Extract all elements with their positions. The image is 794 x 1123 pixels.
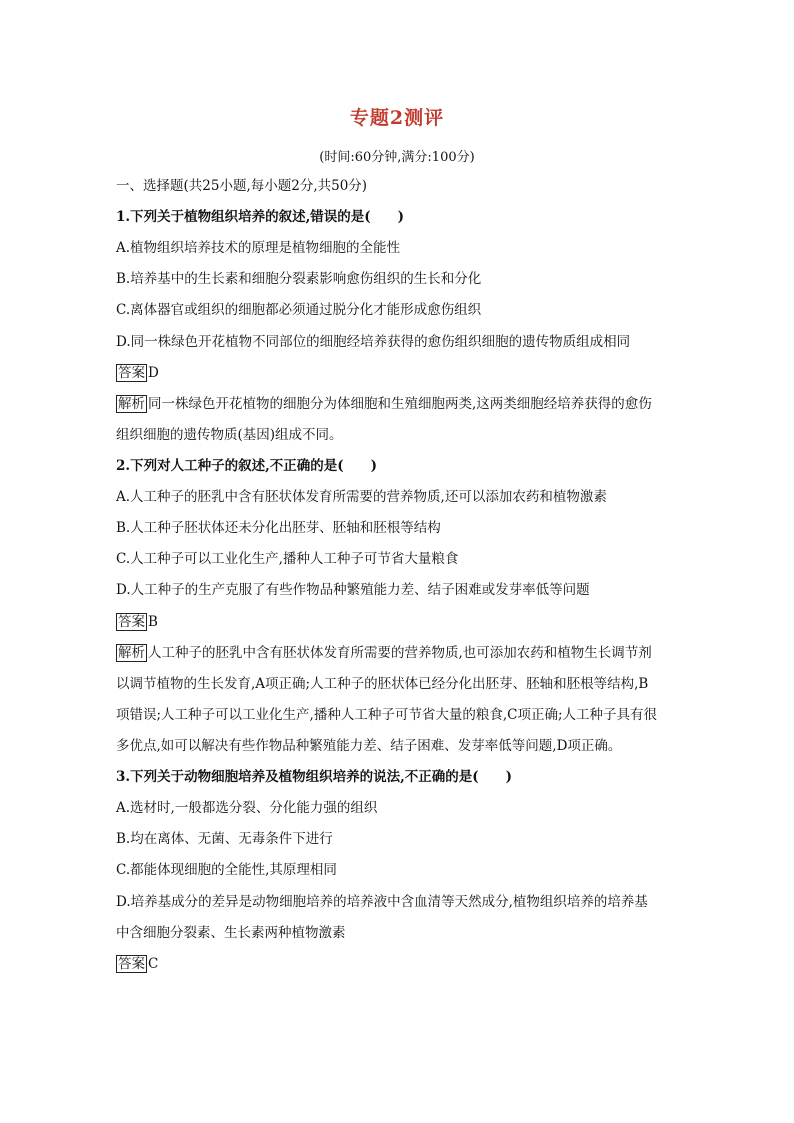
question-1-analysis-line-2: 组织细胞的遗传物质(基因)组成不同。 [116, 427, 343, 443]
question-3-answer [116, 954, 158, 974]
question-1-answer [116, 363, 159, 383]
question-1-option-b: B.培养基中的生长素和细胞分裂素影响愈伤组织的生长和分化 [116, 271, 482, 287]
page-title: 专题2测评 [349, 107, 445, 129]
question-1-option-a: A.植物组织培养技术的原理是植物细胞的全能性 [116, 240, 401, 256]
analysis-tag: 解析 [118, 396, 145, 412]
question-3-option-c: C.都能体现细胞的全能性,其原理相同 [116, 862, 337, 878]
question-2-answer [116, 612, 158, 632]
question-2-analysis-line-2: 以调节植物的生长发育,A项正确;人工种子的胚状体已经分化出胚芽、胚轴和胚根等结构,B [116, 676, 649, 692]
section-heading: 一、选择题(共25小题,每小题2分,共50分) [116, 178, 368, 194]
exam-info: (时间:60分钟,满分:100分) [319, 150, 475, 165]
question-3-option-b: B.均在离体、无菌、无毒条件下进行 [116, 831, 333, 847]
question-2-option-d: D.人工种子的生产克服了有些作物品种繁殖能力差、结子困难或发芽率低等问题 [116, 582, 590, 598]
question-2-stem: 2.下列对人工种子的叙述,不正确的是( ) [116, 458, 378, 474]
question-2-option-b: B.人工种子胚状体还未分化出胚芽、胚轴和胚根等结构 [116, 520, 441, 536]
question-2-option-a: A.人工种子的胚乳中含有胚状体发育所需要的营养物质,还可以添加农药和植物激素 [116, 489, 607, 505]
analysis-tag: 解析 [118, 645, 145, 661]
question-1-option-d: D.同一株绿色开花植物不同部位的细胞经培养获得的愈伤组织细胞的遗传物质组成相同 [116, 334, 631, 350]
question-2-option-c: C.人工种子可以工业化生产,播种人工种子可节省大量粮食 [116, 551, 459, 567]
question-3-option-a: A.选材时,一般都选分裂、分化能力强的组织 [116, 800, 378, 816]
answer-tag: 答案 [118, 956, 145, 972]
question-1-stem: 1.下列关于植物组织培养的叙述,错误的是( ) [116, 209, 405, 225]
answer-tag: 答案 [118, 365, 145, 381]
question-3-stem: 3.下列关于动物细胞培养及植物组织培养的说法,不正确的是( ) [116, 769, 513, 785]
question-1-analysis-line-1 [116, 394, 652, 414]
question-3-option-d-line-1: D.培养基成分的差异是动物细胞培养的培养液中含血清等天然成分,植物组织培养的培养基 [116, 894, 648, 910]
question-2-analysis-line-1 [116, 643, 652, 663]
analysis-text: 同一株绿色开花植物的细胞分为体细胞和生殖细胞两类,这两类细胞经培养获得的愈伤 [148, 396, 652, 412]
answer-value: C [148, 956, 159, 972]
question-1-option-c: C.离体器官或组织的细胞都必须通过脱分化才能形成愈伤组织 [116, 302, 482, 318]
answer-value: B [148, 614, 158, 630]
question-3-option-d-line-2: 中含细胞分裂素、生长素两种植物激素 [116, 925, 346, 941]
answer-value: D [148, 365, 159, 381]
question-2-analysis-line-4: 多优点,如可以解决有些作物品种繁殖能力差、结子困难、发芽率低等问题,D项正确。 [116, 738, 622, 754]
analysis-text: 人工种子的胚乳中含有胚状体发育所需要的营养物质,也可添加农药和植物生长调节剂 [148, 645, 652, 661]
question-2-analysis-line-3: 项错误;人工种子可以工业化生产,播种人工种子可节省大量的粮食,C项正确;人工种子具有很 [116, 707, 658, 723]
answer-tag: 答案 [118, 614, 145, 630]
